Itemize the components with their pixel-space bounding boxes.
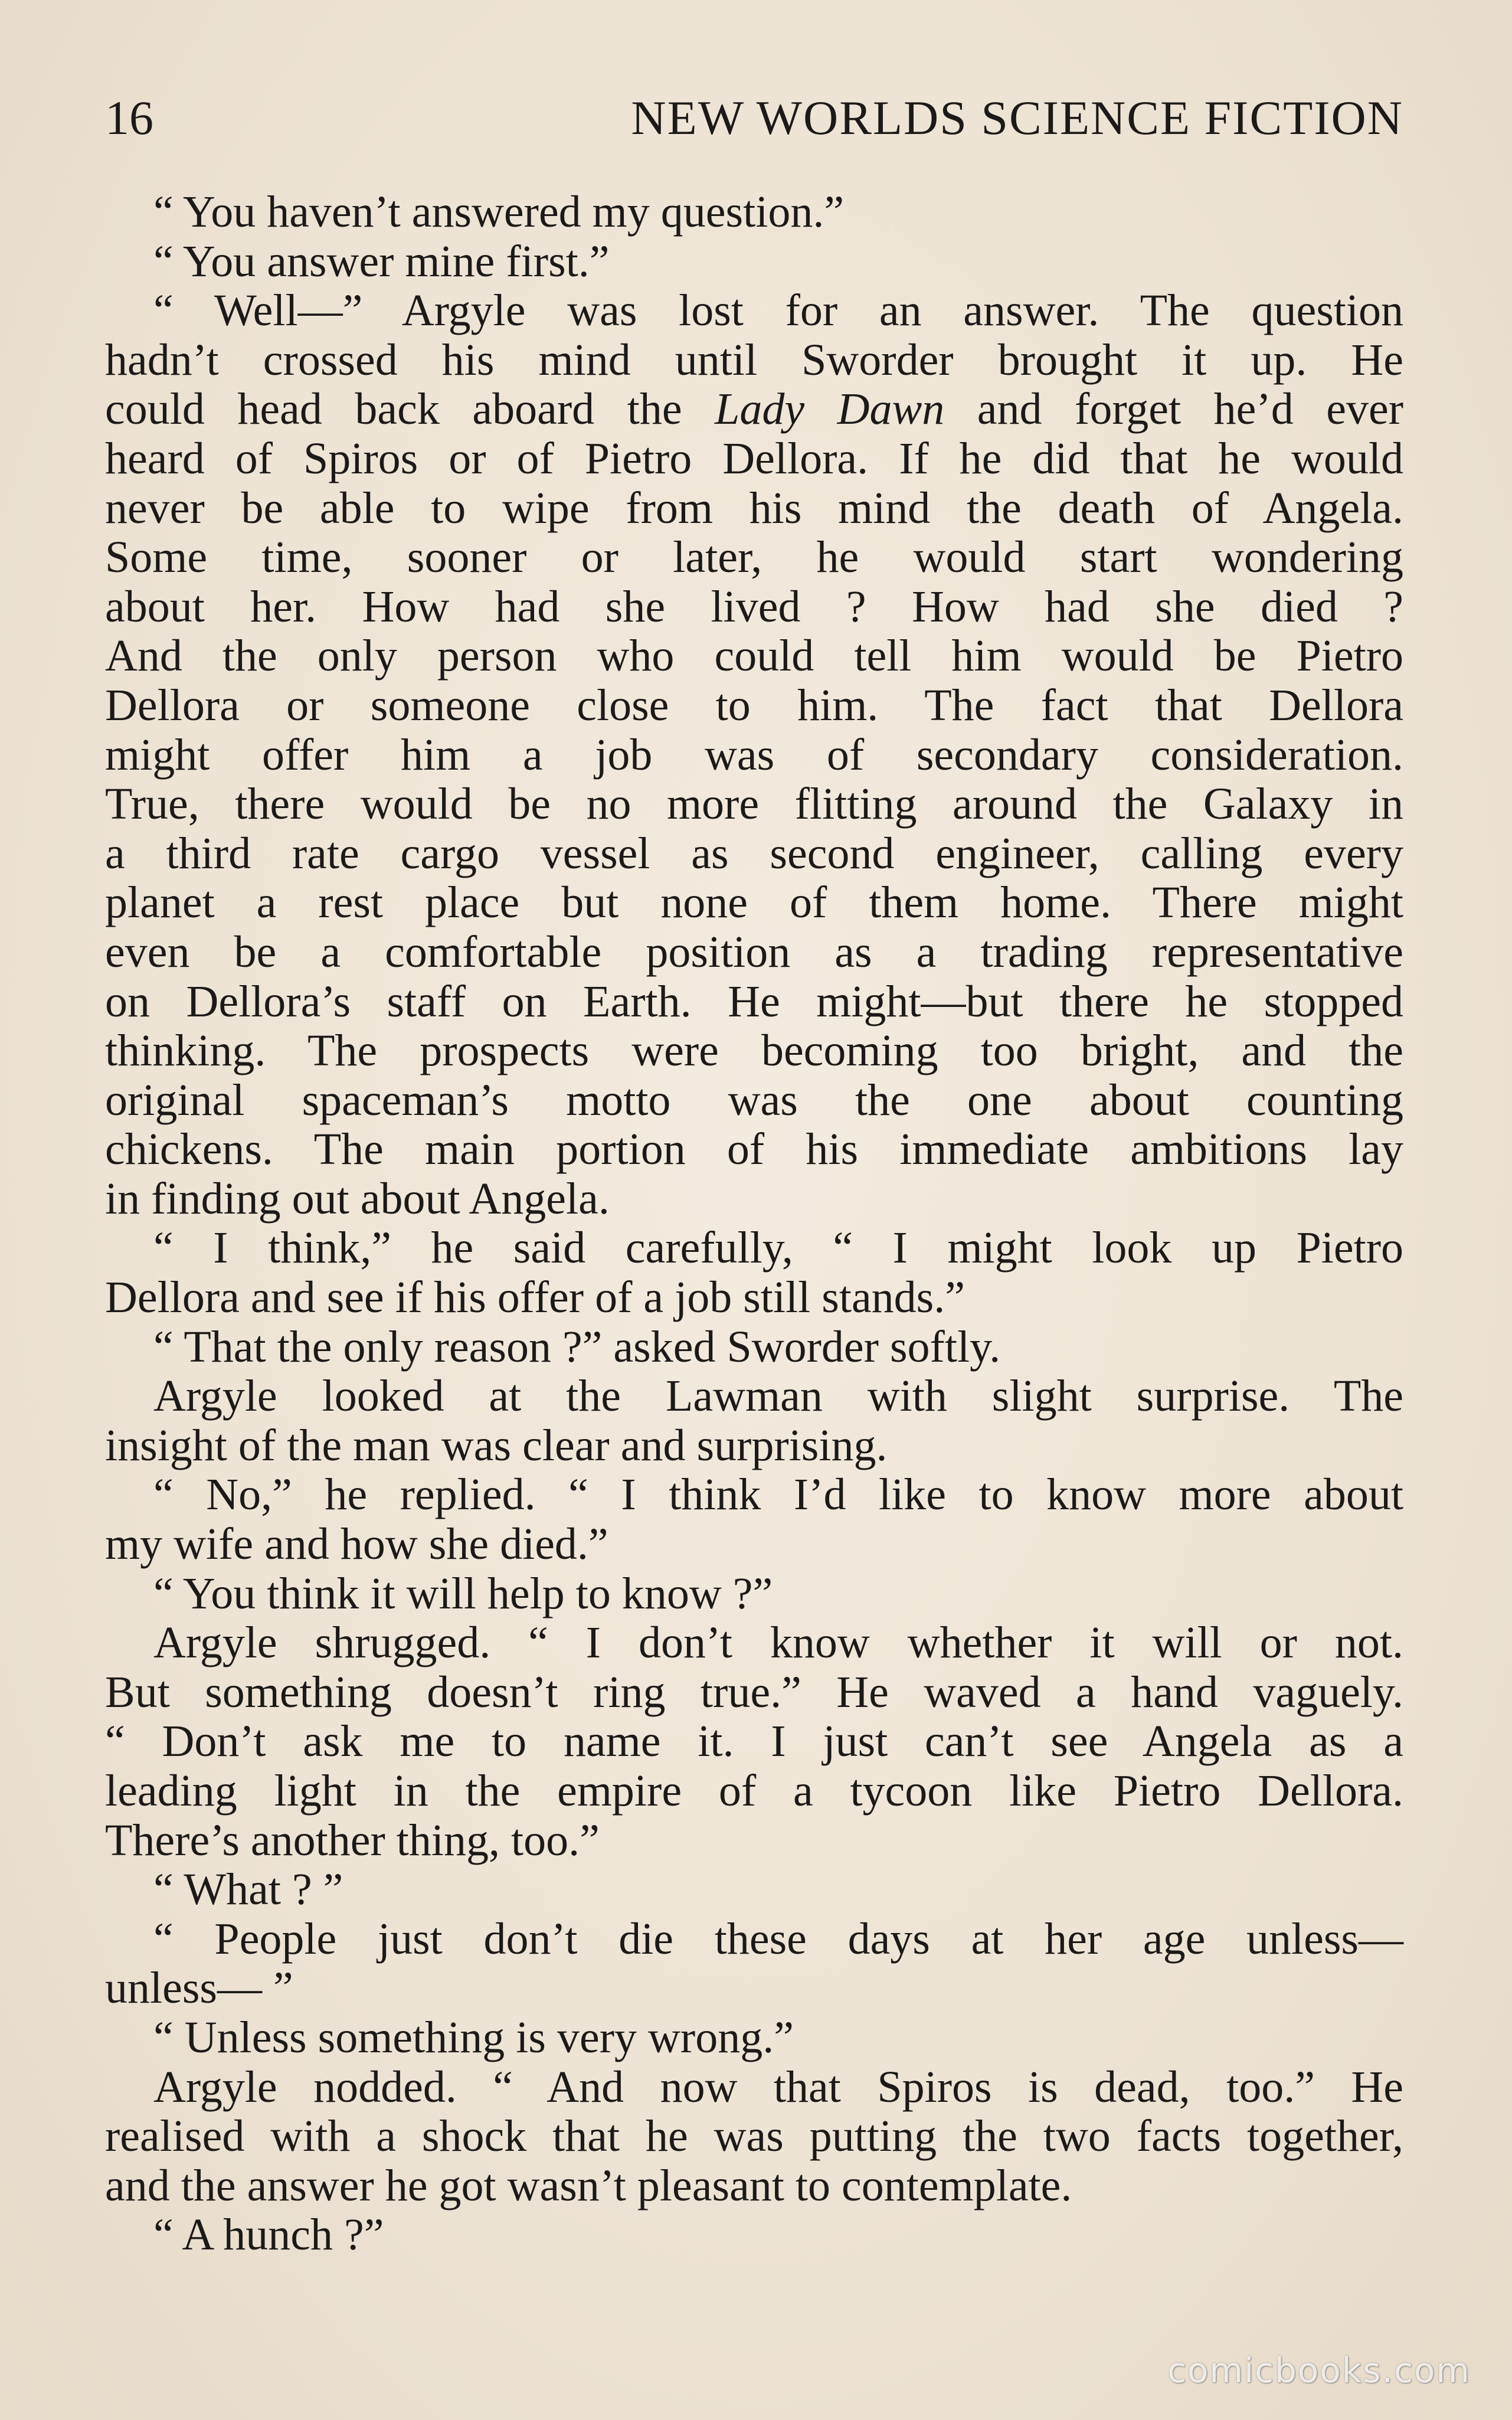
- text-line: [105, 385, 1403, 434]
- text-line: in finding out about Angela.: [105, 1173, 610, 1224]
- text-line: a third rate cargo vessel as second engineer, calling every: [105, 828, 1403, 878]
- text-line: planet a rest place but none of them home. There might: [105, 878, 1403, 928]
- text-line: Argyle shrugged. “ I don’t know whether it will or not.: [153, 1618, 1403, 1668]
- text-line: realised with a shock that he was putting the two facts together,: [105, 2111, 1403, 2161]
- text-line: about her. How had she lived ? How had she died ?: [105, 581, 1403, 632]
- text-line: “ People just don’t die these days at her age unless—: [153, 1914, 1403, 1964]
- text-line: “ No,” he replied. “ I think I’d like to know more about: [153, 1470, 1403, 1520]
- text-line: Some time, sooner or later, he would start wondering: [105, 532, 1403, 583]
- text-line: and the answer he got wasn’t pleasant to contemplate.: [105, 2160, 1072, 2210]
- text-line: “ Unless something is very wrong.”: [153, 2012, 794, 2062]
- text-line: “ You answer mine first.”: [153, 236, 610, 286]
- text-line: even be a comfortable position as a trading representative: [105, 927, 1403, 977]
- text-line: thinking. The prospects were becoming too bright, and the: [105, 1026, 1403, 1076]
- text-line: “ You think it will help to know ?”: [153, 1568, 773, 1618]
- text-line: leading light in the empire of a tycoon like Pietro Dellora.: [105, 1766, 1403, 1816]
- running-head: NEW WORLDS SCIENCE FICTION: [631, 91, 1403, 145]
- text-line: Argyle nodded. “ And now that Spiros is dead, too.” He: [153, 2062, 1403, 2112]
- text-line: “ Don’t ask me to name it. I just can’t see Angela as a: [105, 1716, 1403, 1767]
- ship-name-italic: Lady Dawn: [715, 384, 945, 434]
- text-line: “ Well—” Argyle was lost for an answer. The question: [153, 286, 1403, 336]
- text-line: never be able to wipe from his mind the death of Angela.: [105, 483, 1403, 533]
- text-line: insight of the man was clear and surprising.: [105, 1420, 888, 1470]
- text-line: “ What ? ”: [153, 1865, 343, 1915]
- text-line: “ You haven’t answered my question.”: [153, 187, 845, 237]
- watermark: comicbooks.com: [1167, 2350, 1471, 2390]
- body-text: [105, 188, 1403, 2260]
- text-line: “ That the only reason ?” asked Sworder softly.: [153, 1322, 1001, 1372]
- text-line: Argyle looked at the Lawman with slight surprise. The: [153, 1371, 1403, 1421]
- text-line: Dellora or someone close to him. The fact that Dellora: [105, 680, 1403, 730]
- page-header: [105, 83, 1403, 153]
- text-line: on Dellora’s staff on Earth. He might—but there he stopped: [105, 976, 1403, 1026]
- text-line: Dellora and see if his offer of a job still stands.”: [105, 1273, 965, 1323]
- text-line: And the only person who could tell him would be Pietro: [105, 631, 1403, 681]
- text-line: heard of Spiros or of Pietro Dellora. If he did that he would: [105, 433, 1403, 483]
- text-line: True, there would be no more flitting around the Galaxy in: [105, 779, 1403, 829]
- text-line: There’s another thing, too.”: [105, 1815, 600, 1865]
- text-line: chickens. The main portion of his immediate ambitions lay: [105, 1124, 1403, 1175]
- text-line: But something doesn’t ring true.” He waved a hand vaguely.: [105, 1667, 1403, 1717]
- text-segment: and forget he’d ever: [944, 384, 1404, 434]
- page-number: 16: [105, 91, 153, 145]
- text-line: my wife and how she died.”: [105, 1519, 608, 1569]
- text-line: original spaceman’s motto was the one about counting: [105, 1075, 1403, 1125]
- text-segment: could head back aboard the: [105, 384, 715, 434]
- text-line: “ I think,” he said carefully, “ I might look up Pietro: [153, 1223, 1403, 1273]
- text-line: unless— ”: [105, 1963, 293, 2013]
- text-line: might offer him a job was of secondary consideration.: [105, 730, 1403, 780]
- text-line: “ A hunch ?”: [153, 2210, 384, 2260]
- text-line: hadn’t crossed his mind until Sworder brought it up. He: [105, 335, 1403, 385]
